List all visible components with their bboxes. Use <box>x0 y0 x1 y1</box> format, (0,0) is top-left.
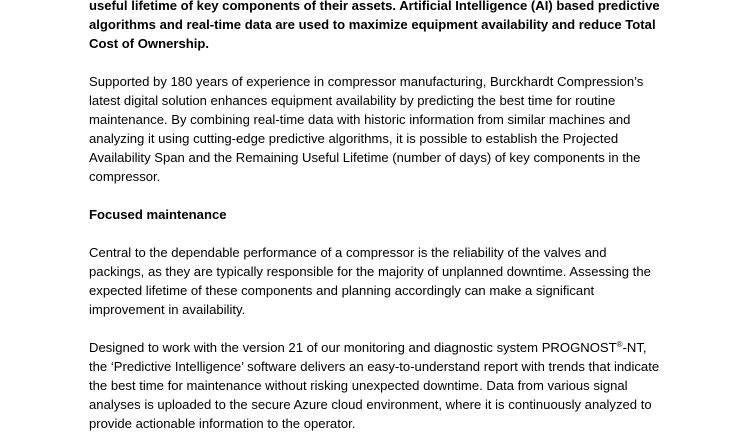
paragraph-line: Supported by 180 years of experience in compressor manufacturing, Burckhardt Compression’s <box>89 74 644 89</box>
paragraph-line: the best time for maintenance without risking unexpected downtime. Data from various signal <box>89 378 628 393</box>
paragraph-line: packings, as they are typically responsible for the majority of unplanned downtime. Assessing the <box>89 264 651 279</box>
paragraph-gap <box>89 186 709 205</box>
paragraph-line: improvement in availability. <box>89 302 246 317</box>
paragraph-valves-packings <box>89 243 709 319</box>
section-heading: Focused maintenance <box>89 207 227 222</box>
paragraph-gap <box>89 224 709 243</box>
paragraph-line: maintenance. By combining real-time data with historic information from similar machines and <box>89 112 631 127</box>
paragraph-experience <box>89 72 709 186</box>
paragraph-line: the ‘Predictive Intelligence’ software delivers an easy-to-understand report with trends that indicate <box>89 359 660 374</box>
paragraph-line: provide actionable information to the operator. <box>89 416 356 431</box>
paragraph-line <box>89 338 709 357</box>
intro-line: algorithms and real-time data are used to maximize equipment availability and reduce Total <box>89 17 656 32</box>
paragraph-line: analyses is uploaded to the secure Azure cloud environment, where it is continuously analyzed to <box>89 397 652 412</box>
paragraph-line: analyzing it using cutting-edge predictive algorithms, it is possible to establish the Projected <box>89 131 619 146</box>
intro-bold-paragraph <box>89 0 709 53</box>
intro-line: Cost of Ownership. <box>89 36 210 51</box>
paragraph-gap <box>89 53 709 72</box>
paragraph-line: latest digital solution enhances equipment availability by predicting the best time for routine <box>89 93 616 108</box>
prognost-suffix: -NT, <box>622 340 647 355</box>
registered-mark: ® <box>616 340 623 349</box>
paragraph-gap <box>89 319 709 338</box>
paragraph-line: expected lifetime of these components and planning accordingly can make a significant <box>89 283 595 298</box>
paragraph-line: compressor. <box>89 169 161 184</box>
intro-line: useful lifetime of key components of their assets. Artificial Intelligence (AI) based predictive <box>89 0 660 13</box>
document-page <box>89 0 709 433</box>
paragraph-line: Availability Span and the Remaining Useful Lifetime (number of days) of key components in the <box>89 150 641 165</box>
paragraph-line: Central to the dependable performance of a compressor is the reliability of the valves and <box>89 245 607 260</box>
prognost-text: Designed to work with the version 21 of our monitoring and diagnostic system PROGNOST <box>89 340 617 355</box>
